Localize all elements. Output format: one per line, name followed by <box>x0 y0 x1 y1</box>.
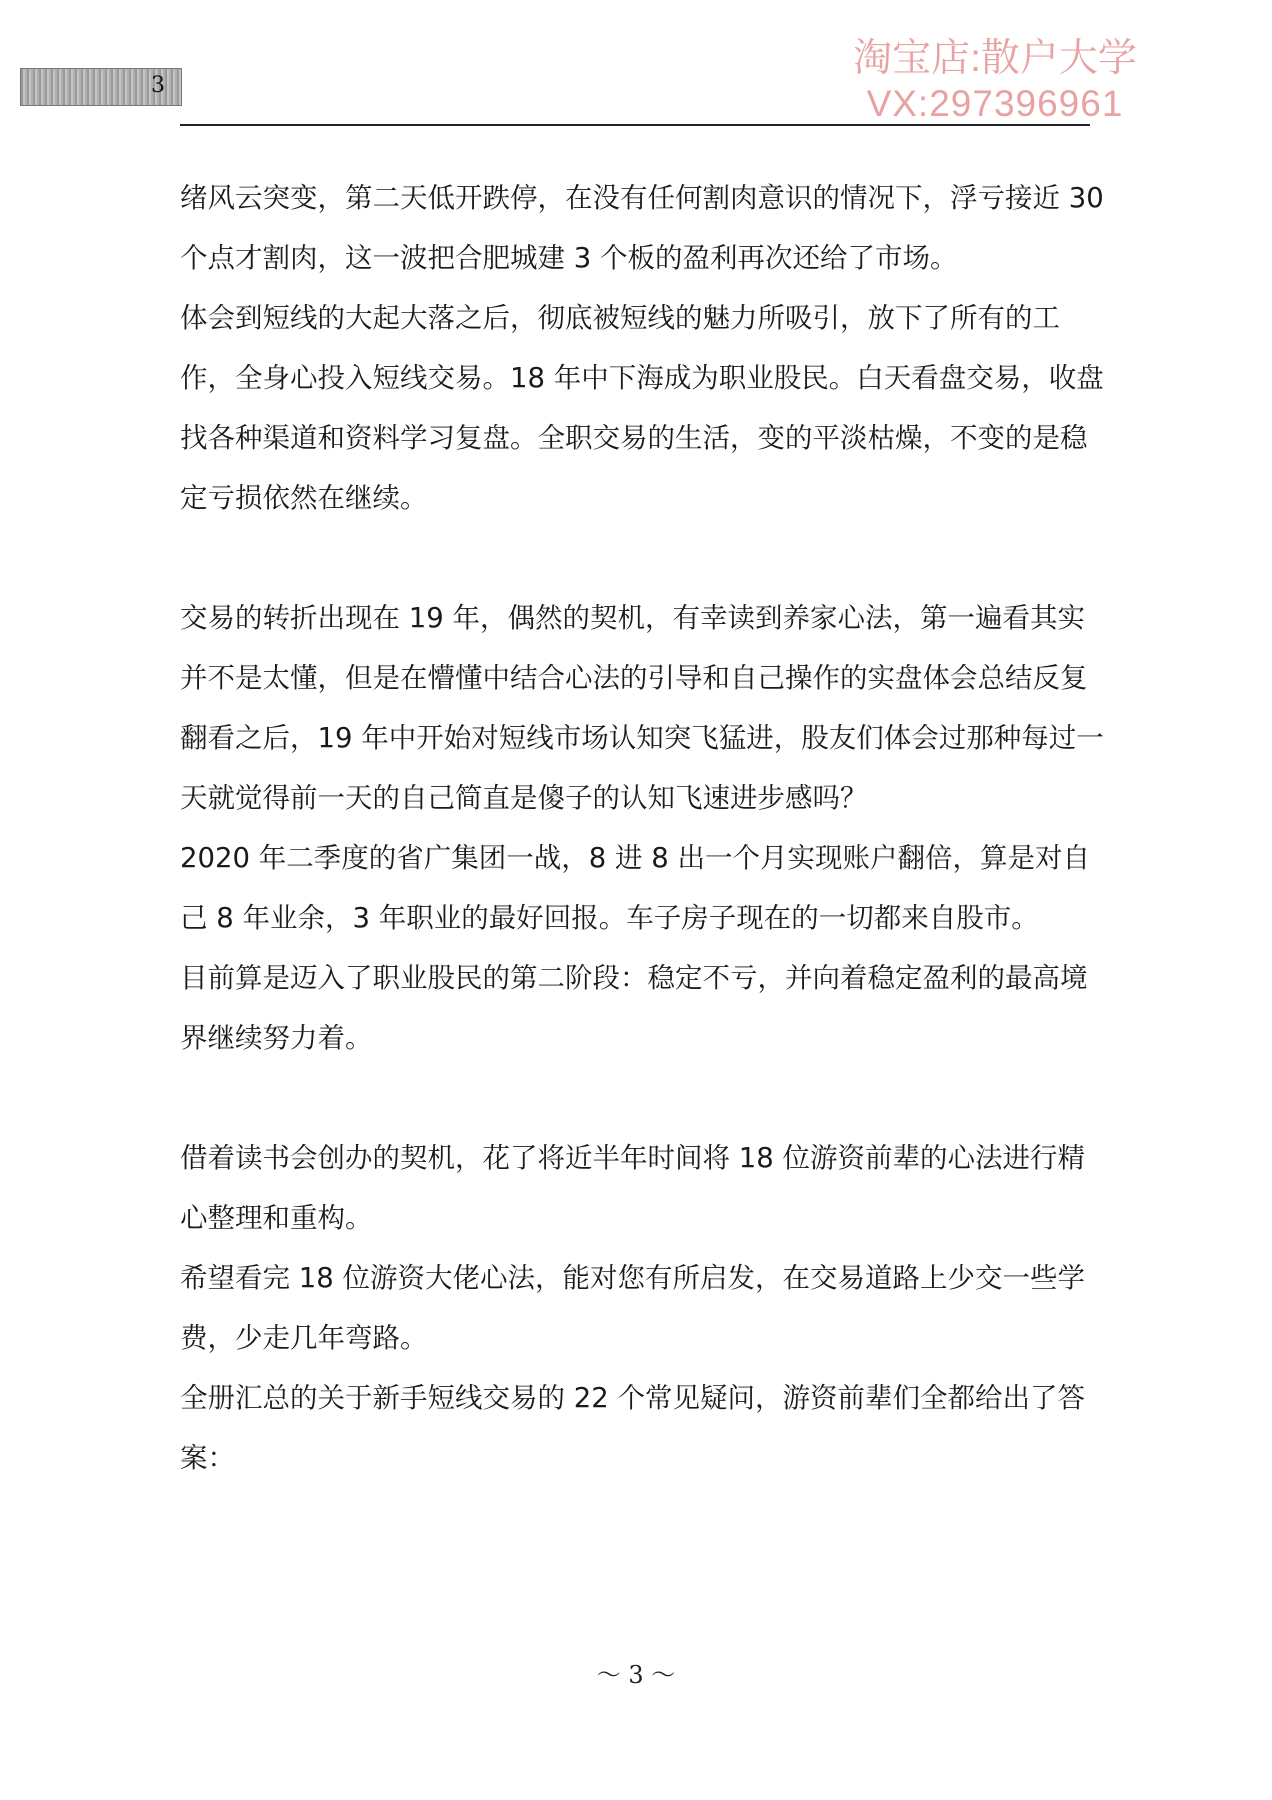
watermark <box>845 36 1145 126</box>
paragraph: 绪风云突变，第二天低开跌停，在没有任何割肉意识的情况下，浮亏接近 30 个点才割肉，这一波把合肥城建 3 个板的盈利再次还给了市场。 <box>180 182 1104 274</box>
paragraph: 全册汇总的关于新手短线交易的 22 个常见疑问，游资前辈们全都给出了答案： <box>180 1382 1085 1474</box>
page-tab <box>20 68 182 106</box>
paragraph: 目前算是迈入了职业股民的第二阶段：稳定不亏，并向着稳定盈利的最高境界继续努力着。 <box>180 962 1088 1054</box>
paragraph-gap <box>180 1068 1110 1128</box>
footer-page-number: ～ 3 ～ <box>596 1661 676 1689</box>
paragraph-gap <box>180 528 1110 588</box>
paragraph: 希望看完 18 位游资大佬心法，能对您有所启发，在交易道路上少交一些学费，少走几年弯路。 <box>180 1262 1085 1354</box>
watermark-contact-line: VX:297396961 <box>866 83 1124 125</box>
paragraph: 交易的转折出现在 19 年，偶然的契机，有幸读到养家心法，第一遍看其实并不是太懂，但是在懵懂中结合心法的引导和自己操作的实盘体会总结反复翻看之后，19 年中开始对短线市场认知突飞猛进，股友们体会过那种每过一天就觉得前一天的自己简直是傻子的认知飞速进步感吗？ <box>180 602 1104 814</box>
paragraph: 2020 年二季度的省广集团一战，8 进 8 出一个月实现账户翻倍，算是对自己 8 年业余，3 年职业的最好回报。车子房子现在的一切都来自股市。 <box>180 842 1090 934</box>
header-rule <box>180 124 1090 126</box>
watermark-shop-line: 淘宝店:散户大学 <box>853 37 1137 80</box>
page-tab-number: 3 <box>151 73 165 98</box>
paragraph: 体会到短线的大起大落之后，彻底被短线的魅力所吸引，放下了所有的工作，全身心投入短线交易。18 年中下海成为职业股民。白天看盘交易，收盘找各种渠道和资料学习复盘。全职交易的生活，变的平淡枯燥，不变的是稳定亏损依然在继续。 <box>180 302 1104 514</box>
document-body <box>180 168 1110 1488</box>
paragraph: 借着读书会创办的契机，花了将近半年时间将 18 位游资前辈的心法进行精心整理和重构。 <box>180 1142 1085 1234</box>
